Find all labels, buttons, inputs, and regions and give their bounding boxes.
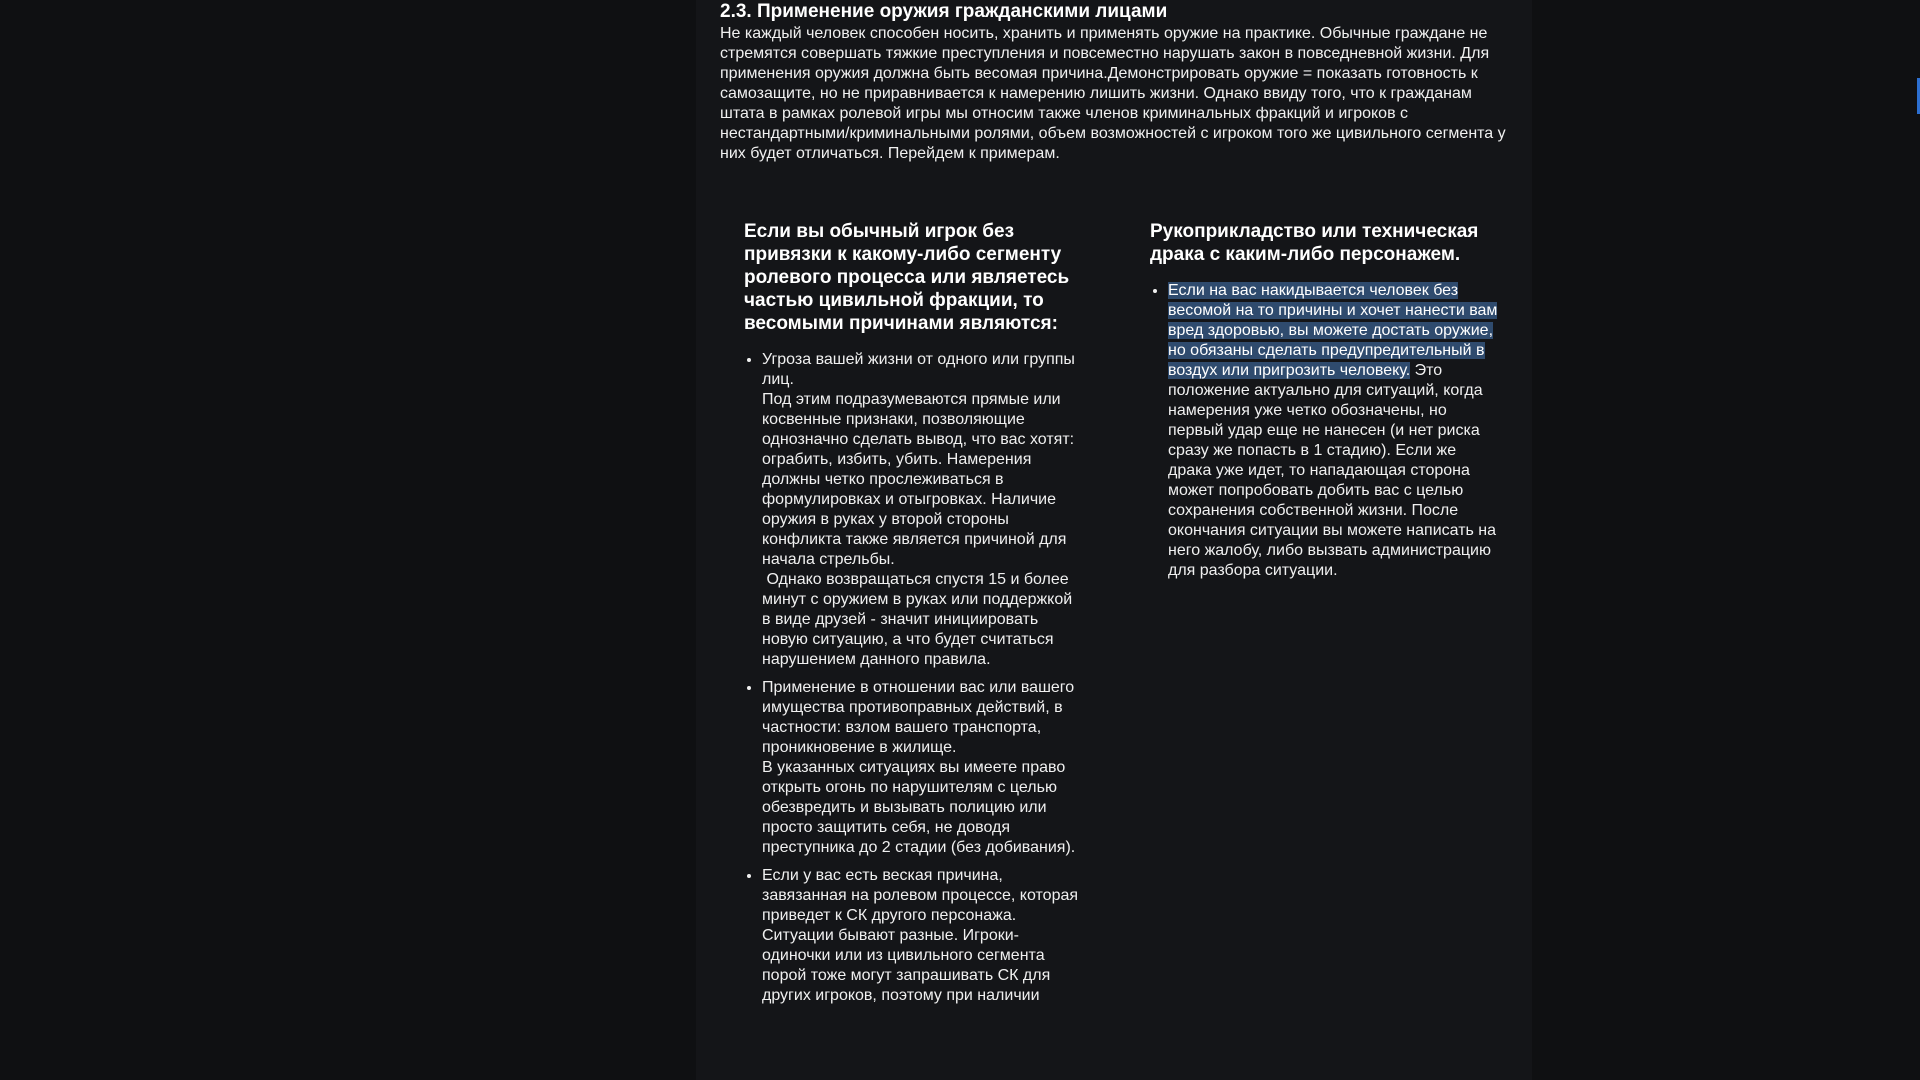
list-item-text: Это положение актуально для ситуаций, когда намерения уже четко обозначены, но первый удар еще не нанесен (и нет риска сразу же попасть в 1 стадию). Если же драка уже идет, то нападающая сторона может попробовать добить вас с целью сохранения собственной жизни. После окончания ситуации вы можете написать на него жалобу, либо вызвать администрацию для разбора ситуации. xyxy=(1168,362,1497,579)
list-item-line: В указанных ситуациях вы имеете право открыть огонь по нарушителям с целью обезвредить и вызывать полицию или просто защитить себя, не доводя преступника до 2 стадии (без добивания). xyxy=(762,759,1076,856)
section-title: 2.3. Применение оружия гражданскими лицами xyxy=(720,1,1168,22)
list-item xyxy=(762,350,1084,670)
document-page xyxy=(696,0,1532,1080)
document-content xyxy=(720,0,1510,164)
left-column-heading: Если вы обычный игрок без привязки к какому-либо сегменту ролевого процесса или являетесь частью цивильной фракции, то весомыми причинами являются: xyxy=(744,221,1070,334)
list-item xyxy=(1168,281,1500,581)
list-item-line: • Применение в отношении вас или вашего имущества противоправных действий, в частности: взлом вашего транспорта, проникновение в жилище. xyxy=(762,679,1075,756)
list-item-line: Под этим подразумеваются прямые или косвенные признаки, позволяющие однозначно сделать вывод, что вас хотят: ограбить, избить, убить. Намерения должны четко прослеживаться в формулировках и отыгровках. Наличие оружия в руках у второй стороны конфликта также является причиной для начала стрельбы. xyxy=(762,391,1075,568)
left-column xyxy=(744,220,1084,1014)
list-item-line: Ситуации бывают разные. Игроки-одиночки или из цивильного сегмента порой тоже могут запрашивать СК для других игроков, поэтому при наличии xyxy=(762,927,1051,1004)
right-column-list xyxy=(1150,281,1500,581)
list-item-line: • Если у вас есть веская причина, завязанная на ролевом процессе, которая приведет к СК другого персонажа. xyxy=(762,867,1079,924)
right-column xyxy=(1150,220,1500,589)
list-item xyxy=(762,866,1084,1006)
list-item xyxy=(762,678,1084,858)
section-intro: Не каждый человек способен носить, хранить и применять оружие на практике. Обычные граждане не стремятся совершать тяжкие преступления и повсеместно нарушать закон в повседневной жизни. Для применения оружия должна быть весомая причина.Демонстрировать оружие = показать готовность к самозащите, но не приравнивается к намерению лишить жизни. Однако ввиду того, что к гражданам штата в рамках ролевой игры мы относим также членов криминальных фракций и игроков с нестандартными/криминальными ролями, объем возможностей с игроком того же цивильного сегмента у них будет отличаться. Перейдем к примерам. xyxy=(720,25,1506,162)
right-column-heading: Рукоприкладство или техническая драка с каким-либо персонажем. xyxy=(1150,221,1479,265)
list-item-line: • Угроза вашей жизни от одного или группы лиц. xyxy=(762,351,1075,388)
left-column-list xyxy=(744,350,1084,1006)
list-item-line: Однако возвращаться спустя 15 и более минут с оружием в руках или поддержкой в виде друзей - значит инициировать новую ситуацию, а что будет считаться нарушением данного правила. xyxy=(762,571,1077,668)
selected-text[interactable]: Если на вас накидывается человек без весомой на то причины и хочет нанести вам вред здоровью, вы можете достать оружие, но обязаны сделать предупредительный в воздух или пригрозить человеку. xyxy=(1168,282,1498,379)
